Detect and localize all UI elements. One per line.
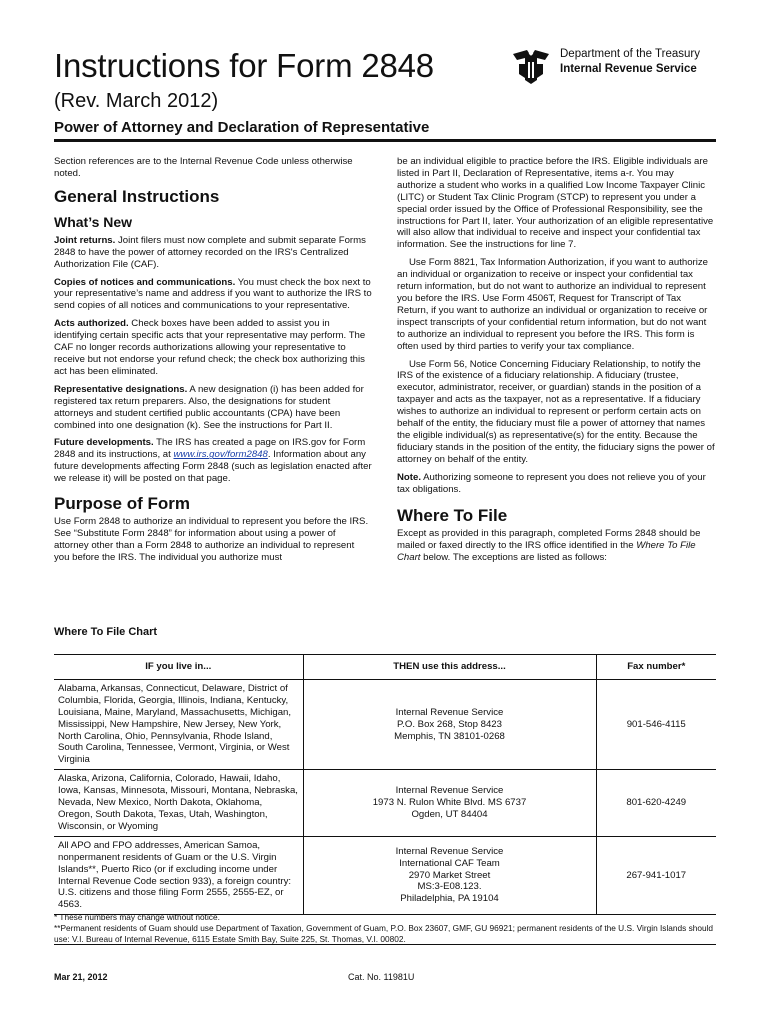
future-developments-paragraph: Future developments. The IRS has created a page on IRS.gov for Form 2848 and its instructions, at www.irs.gov/form2848. Information about any future developments affecting Form 2848 (such as legislation enacted after we release it) will be posted on that page.	[54, 437, 372, 485]
acts-label: Acts authorized.	[54, 318, 129, 330]
states-cell: All APO and FPO addresses, American Samoa, nonpermanent residents of Guam or the U.S. Virgin Islands**, Puerto Rico (or if excluding income under Internal Revenue Code section 933), a foreign country: U.S. citizens and those filing Form 2555, 2555-EZ, or 4563.	[54, 836, 303, 914]
states-cell: Alabama, Arkansas, Connecticut, Delaware, District of Columbia, Florida, Georgia, Illinois, Indiana, Kentucky, Louisiana, Maine, Maryland, Massachusetts, Michigan, Mississippi, New Hampshire, New Jersey, New York, North Carolina, Ohio, Pennsylvania, Rhode Island, South Carolina, Tennessee, Vermont, Virginia, or West Virginia	[54, 679, 303, 769]
address-cell: Internal Revenue Service P.O. Box 268, Stop 8423 Memphis, TN 38101-0268	[303, 679, 596, 769]
page-title: Instructions for Form 2848	[54, 47, 434, 84]
note-label: Note.	[397, 471, 421, 483]
residents-note: **Permanent residents of Guam should use Department of Taxation, Government of Guam, P.O. Box 23607, GMF, GU 96921; permanent residents of the U.S. Virgin Islands should use: V.I. Bureau of Internal Revenue, 6115 Estate Smith Bay, Suite 225, St. Thomas, V.I. 00802.	[54, 923, 714, 944]
irs-eagle-logo-icon	[507, 44, 555, 88]
copies-label: Copies of notices and communications.	[54, 276, 236, 288]
notes-rule	[54, 944, 716, 945]
purpose-heading: Purpose of Form	[54, 494, 191, 514]
general-instructions-heading: General Instructions	[54, 186, 220, 206]
where-to-file-table	[54, 654, 716, 915]
where-to-file-paragraph: Except as provided in this paragraph, completed Forms 2848 should be mailed or faxed directly to the IRS office identified in the Where To File Chart below. The exceptions are listed as follows:	[397, 528, 701, 564]
intro-text: Section references are to the Internal Revenue Code unless otherwise noted.	[54, 156, 353, 179]
catalog-number: Cat. No. 11981U	[348, 972, 415, 982]
joint-returns-paragraph: Joint returns. Joint filers must now complete and submit separate Forms 2848 to have the power of attorney recorded on the IRS's Centralized Authorization File (CAF).	[54, 234, 366, 270]
future-label: Future developments.	[54, 437, 154, 449]
states-cell: Alaska, Arizona, California, Colorado, Hawaii, Idaho, Iowa, Kansas, Minnesota, Missouri, Montana, Nebraska, Nevada, New Mexico, North Dakota, Oklahoma, Oregon, South Dakota, Texas, Utah, Washington, Wisconsin, or Wyoming	[54, 770, 303, 837]
header-rule	[54, 139, 716, 142]
table-row	[54, 679, 716, 769]
eligibility-paragraph: be an individual eligible to practice before the IRS. Eligible individuals are listed in Part II, Declaration of Representative, items a-r. You may authorize a student who works in a qualified Low Income Taxpayer Clinic (LITC) or Student Tax Clinic Program (STCP) to represent you under a special order issued by the Office of Professional Responsibility, see the instructions for Part II, later. Your authorization of an eligible representative will also allow that individual to receive and inspect your confidential tax information. See the instructions for line 7.	[397, 156, 714, 251]
table-row	[54, 770, 716, 837]
designations-paragraph: Representative designations. A new designation (i) has been added for registered tax return preparers. Also, the designations for student attorneys and student certified public accountants (CPA) have been combined into one designation (k). See the instructions for Part II.	[54, 383, 364, 431]
form8821-paragraph: Use Form 8821, Tax Information Authorization, if you want to authorize an individual or organization to receive or inspect your confidential tax return information, but do not want to authorize an individual to represent you before the IRS. Use Form 4506T, Request for Transcript of Tax Return, if you want to authorize an individual or organization to receive or inspect transcripts of your confidential return information, but do not want to authorize an individual to represent you before the IRS. This form is often used by third parties to verify your tax compliance.	[397, 257, 708, 352]
joint-returns-label: Joint returns.	[54, 234, 116, 246]
acts-paragraph: Acts authorized. Check boxes have been added to assist you in identifying certain specific acts that your representative may perform. The CAF no longer records authorizations allowing your representative to receive but not endorse your refund check; the check box authorizing this act has been eliminated.	[54, 318, 366, 377]
note-paragraph: Note. Authorizing someone to represent you does not relieve you of your tax obligations.	[397, 471, 706, 495]
purpose-paragraph: Use Form 2848 to authorize an individual to represent you before the IRS. See “Substitute Form 2848” for information about using a power of attorney other than a Form 2848 to authorize an individual to represent you before the IRS. The individual you authorize must	[54, 516, 369, 563]
column-header: Fax number*	[596, 655, 716, 680]
whats-new-heading: What’s New	[54, 213, 133, 230]
table-header-row	[54, 655, 716, 680]
designations-label: Representative designations.	[54, 383, 188, 395]
column-header: IF you live in...	[54, 655, 303, 680]
revision-date: (Rev. March 2012)	[54, 90, 219, 112]
footer-date: Mar 21, 2012	[54, 972, 108, 982]
fax-cell: 267-941-1017	[596, 836, 716, 914]
left-column	[54, 156, 372, 570]
form56-paragraph: Use Form 56, Notice Concerning Fiduciary Relationship, to notify the IRS of the existence of a fiduciary relationship. A fiduciary (trustee, executor, administrator, receiver, or guardian) stands in the position of a taxpayer and acts as the taxpayer, not as a representative. If a fiduciary wishes to authorize an individual to represent or perform certain acts on behalf of the entity, the fiduciary must file a power of attorney that names the eligible individual(s) as representative(s) for the entity. Because the fiduciary stands in the position of the entity, the fiduciary signs the power of attorney on behalf of the entity.	[397, 358, 715, 465]
agency-name: Internal Revenue Service	[560, 63, 697, 75]
fax-cell: 801-620-4249	[596, 770, 716, 837]
address-cell: Internal Revenue Service 1973 N. Rulon White Blvd. MS 6737 Ogden, UT 84404	[303, 770, 596, 837]
right-column	[397, 156, 715, 570]
where-to-file-heading: Where To File	[397, 506, 508, 526]
fax-note: * These numbers may change without notice.	[54, 912, 220, 922]
column-header: THEN use this address...	[303, 655, 596, 680]
chart-reference: Where To File Chart	[397, 540, 696, 564]
copies-paragraph: Copies of notices and communications. You must check the box next to your representative’s name and address if you want to authorize the IRS to send copies of all notices and communications to your representative.	[54, 276, 372, 312]
chart-title: Where To File Chart	[54, 626, 158, 638]
department-name: Department of the Treasury	[560, 48, 700, 60]
form2848-link[interactable]: www.irs.gov/form2848	[173, 449, 268, 461]
page-subtitle: Power of Attorney and Declaration of Representative	[54, 119, 430, 136]
agency-block	[560, 47, 700, 77]
chart-notes	[54, 912, 714, 945]
fax-cell: 901-546-4115	[596, 679, 716, 769]
address-cell: Internal Revenue Service International CAF Team 2970 Market Street MS:3-E08.123. Philadelphia, PA 19104	[303, 836, 596, 914]
table-row	[54, 836, 716, 914]
